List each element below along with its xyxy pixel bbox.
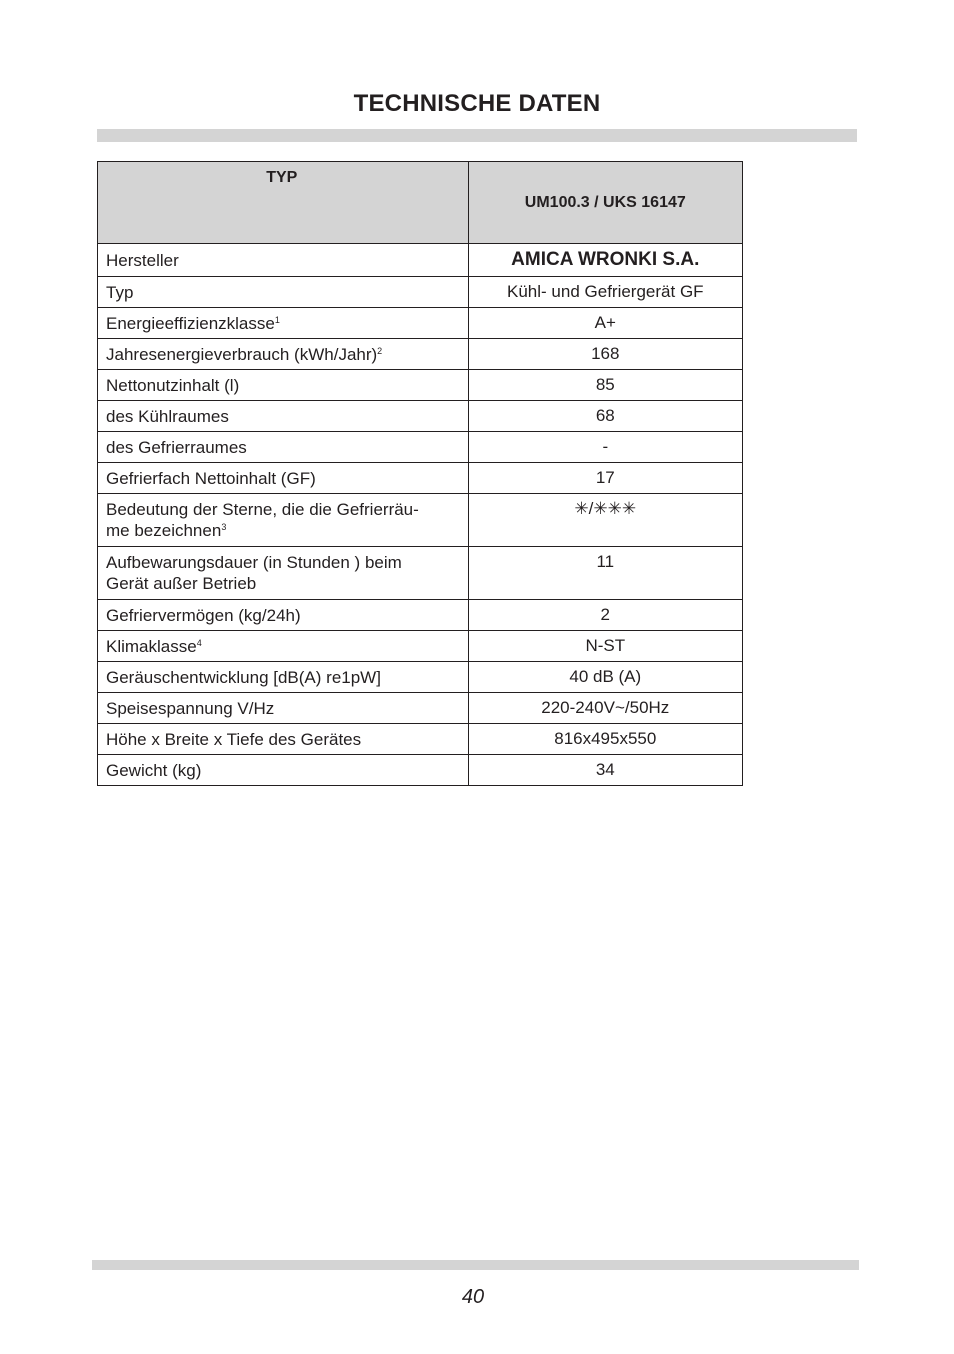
table-row <box>98 755 743 786</box>
row-label <box>98 244 469 277</box>
row-label-line2: Gerät außer Betrieb <box>106 574 257 593</box>
row-label <box>98 401 469 432</box>
row-label-text: Hersteller <box>106 250 179 270</box>
table-row <box>98 339 743 370</box>
footnote-marker: 4 <box>196 637 202 648</box>
row-label-text: Energieeffizienzklasse <box>106 313 275 333</box>
top-divider <box>97 129 857 142</box>
row-label-text: Speisespannung V/Hz <box>106 698 275 718</box>
table-row <box>98 693 743 724</box>
table-row <box>98 370 743 401</box>
table-row <box>98 600 743 631</box>
row-value: 11 <box>468 547 742 600</box>
row-label-text: Gefrierfach Nettoinhalt (GF) <box>106 468 316 488</box>
page-title: TECHNISCHE DATEN <box>353 90 601 117</box>
row-label <box>98 432 469 463</box>
table-row <box>98 724 743 755</box>
row-label-text: Höhe x Breite x Tiefe des Gerätes <box>106 729 362 749</box>
table-row <box>98 494 743 547</box>
footnote-marker: 3 <box>221 522 227 532</box>
row-value: Kühl- und Gefriergerät GF <box>468 277 742 308</box>
row-label-line1: Aufbewarungsdauer (in Stunden ) beim <box>106 553 402 572</box>
row-label <box>98 308 469 339</box>
table-row <box>98 547 743 600</box>
row-label-text: Geräuschentwicklung [dB(A) re1pW] <box>106 667 381 687</box>
row-label-line2: me bezeichnen <box>106 521 222 540</box>
footnote-marker: 1 <box>274 314 280 325</box>
row-label <box>98 370 469 401</box>
table-row <box>98 432 743 463</box>
row-label <box>98 339 469 370</box>
row-label-text: Typ <box>106 282 134 302</box>
row-value: A+ <box>468 308 742 339</box>
row-value: 85 <box>468 370 742 401</box>
row-label-text: Klimaklasse <box>106 636 197 656</box>
row-value: 40 dB (A) <box>468 662 742 693</box>
footnote-marker: 2 <box>377 345 383 356</box>
row-value: 68 <box>468 401 742 432</box>
row-value: 2 <box>468 600 742 631</box>
header-type-label: TYP <box>98 162 469 244</box>
row-label <box>98 600 469 631</box>
table-row <box>98 463 743 494</box>
technical-data-table <box>97 161 743 786</box>
row-label-text: Nettonutzinhalt (l) <box>106 375 240 395</box>
row-label-text: des Kühlraumes <box>106 406 229 426</box>
table-row <box>98 308 743 339</box>
row-label <box>98 755 469 786</box>
row-value: 816x495x550 <box>468 724 742 755</box>
row-value: 220-240V~/50Hz <box>468 693 742 724</box>
row-label <box>98 494 469 547</box>
row-value: 17 <box>468 463 742 494</box>
row-label <box>98 463 469 494</box>
row-value <box>468 244 742 277</box>
table-row <box>98 662 743 693</box>
star-rating-value: ✳/✳✳✳ <box>468 494 742 547</box>
row-label <box>98 724 469 755</box>
row-label-text: des Gefrierraumes <box>106 437 247 457</box>
header-model: UM100.3 / UKS 16147 <box>468 162 742 244</box>
row-label-text: Gefriervermögen (kg/24h) <box>106 605 301 625</box>
row-label <box>98 277 469 308</box>
row-label-line1: Bedeutung der Sterne, die die Gefrierräu- <box>106 500 419 519</box>
table-header-row <box>98 162 743 244</box>
row-value: - <box>468 432 742 463</box>
table-row <box>98 631 743 662</box>
page-number: 40 <box>461 1286 485 1308</box>
row-label <box>98 631 469 662</box>
table-row <box>98 401 743 432</box>
manufacturer-value: AMICA WRONKI S.A. <box>511 249 700 270</box>
row-label <box>98 662 469 693</box>
row-label <box>98 547 469 600</box>
row-label-text: Jahresenergieverbrauch (kWh/Jahr) <box>106 344 378 364</box>
row-value: 168 <box>468 339 742 370</box>
row-label <box>98 693 469 724</box>
bottom-divider <box>92 1260 859 1270</box>
row-value: 34 <box>468 755 742 786</box>
table-row <box>98 277 743 308</box>
table-row <box>98 244 743 277</box>
row-label-text: Gewicht (kg) <box>106 760 202 780</box>
row-value: N-ST <box>468 631 742 662</box>
